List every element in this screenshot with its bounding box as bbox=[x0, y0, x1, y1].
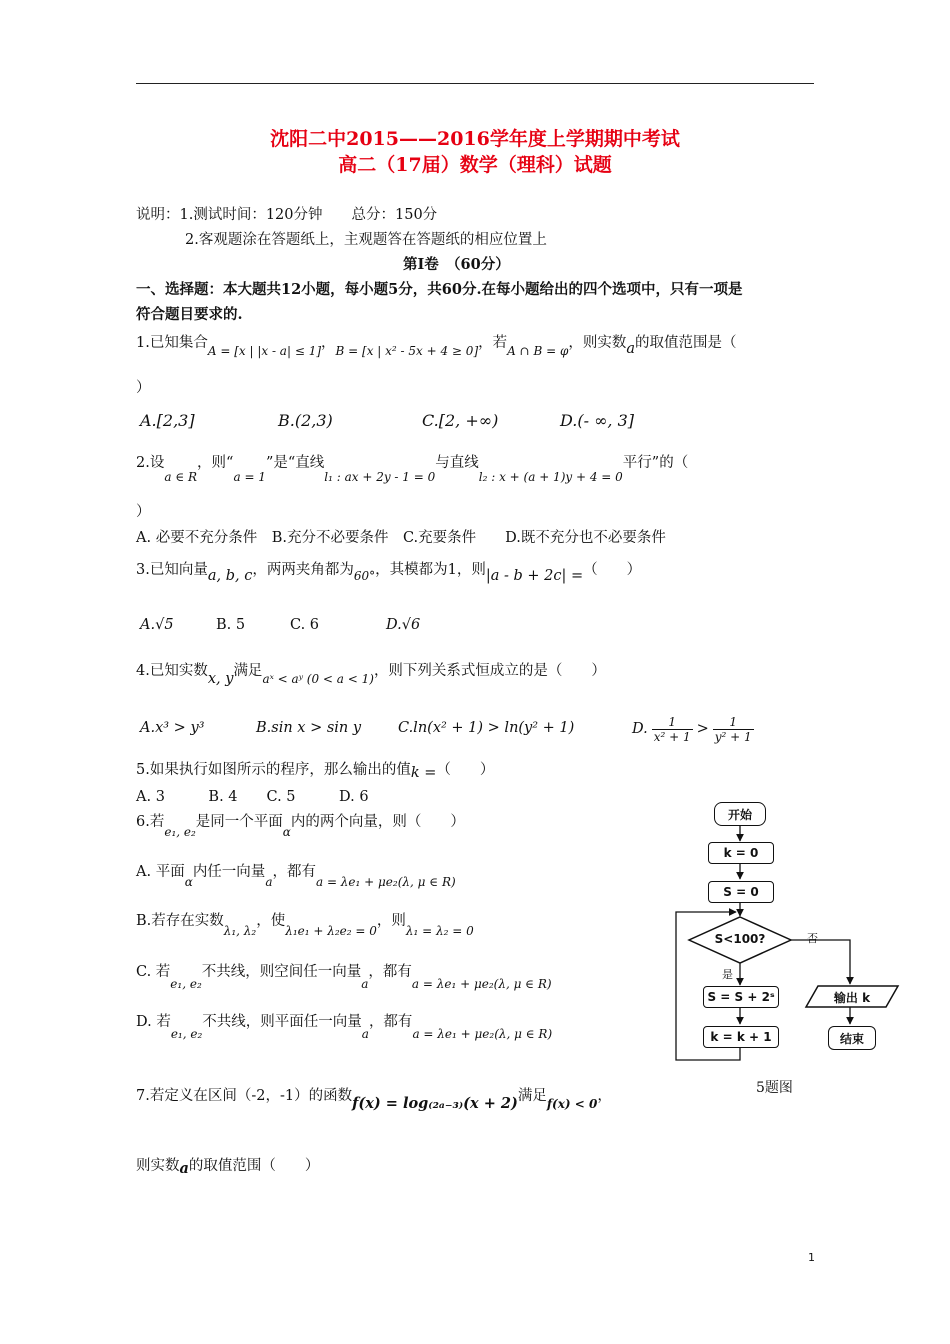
q6-option-d-expr: a = λe₁ + μe₂(λ, μ ∈ R) bbox=[412, 1027, 553, 1041]
q5-stem: 5.如果执行如图所示的程序，那么输出的值k =（ ） bbox=[136, 762, 495, 781]
q1-var: a bbox=[626, 341, 636, 357]
q1-option-d: D.(- ∞, 3] bbox=[560, 411, 634, 430]
q4-condition: aˣ < aʸ (0 < a < 1) bbox=[262, 672, 374, 686]
q2-condition: a ∈ R bbox=[164, 470, 198, 484]
exam-title-line1: 沈阳二中2015——2016学年度上学期期中考试 bbox=[270, 128, 680, 150]
q1-paren: ） bbox=[136, 380, 151, 396]
q3-option-c: C. 6 bbox=[290, 617, 320, 633]
q3-option-d: D.√6 bbox=[386, 617, 421, 633]
section-heading-line2: 符合题目要求的. bbox=[136, 306, 243, 323]
q5-expr: k = bbox=[410, 765, 437, 781]
flowchart-output: 输出 k bbox=[833, 991, 871, 1005]
q1-condition: A ∩ B = φ bbox=[507, 344, 569, 358]
notes-line2: 2.客观题涂在答题纸上，主观题答在答题纸的相应位置上 bbox=[185, 232, 547, 248]
q6-vectors: e₁, e₂ bbox=[164, 825, 196, 839]
q2-line1: l₁ : ax + 2y - 1 = 0 bbox=[324, 470, 436, 484]
q2-paren: ） bbox=[136, 504, 151, 520]
section-heading-line1: 一、选择题：本大题共12小题，每小题5分，共60分.在每小题给出的四个选项中，只有一项是 bbox=[136, 281, 743, 298]
flowchart-init-s: S = 0 bbox=[708, 881, 774, 903]
flowchart-caption: 5题图 bbox=[756, 1080, 793, 1096]
exam-title-line2: 高二（17届）数学（理科）试题 bbox=[338, 154, 612, 176]
q3-expr: |a - b + 2c| = bbox=[485, 568, 584, 584]
flowchart-end: 结束 bbox=[828, 1026, 876, 1050]
q4-option-b: B.sin x > sin y bbox=[256, 720, 362, 736]
page-number: 1 bbox=[808, 1251, 815, 1264]
q6-option-a-expr: a = λe₁ + μe₂(λ, μ ∈ R) bbox=[315, 875, 456, 889]
q1-set-b: B = [x | x² - 5x + 4 ≥ 0] bbox=[335, 344, 479, 358]
q6-option-b: B.若存在实数$_{\lambda_1, \lambda_2}$，使$_{\lambda_1e_1 + \lambda_2e_2 = 0}$，则$_{\lambda_1 = \lambda_2 = 0}$ bbox=[136, 913, 474, 938]
q6-option-c-expr: a = λe₁ + μe₂(λ, μ ∈ R) bbox=[411, 977, 552, 991]
q2-eq: a = 1 bbox=[233, 470, 266, 484]
flowchart bbox=[670, 795, 910, 1070]
q1-set-a: A = [x | |x - a| ≤ 1] bbox=[207, 344, 322, 358]
q6-option-d: D. 若$_{e_1, e_2}$不共线，则平面任一向量$_a$，都有$_{a = \lambda e_1 + \mu e_2(\lambda, \mu \in R)}$ bbox=[136, 1014, 553, 1041]
q1-stem: 1.已知集合$_{A = [x | |x - a| \le 1]}$，$_{B = [x | x^2 - 5x + 4 \ge 0]}$，若$_{A \cap B = \varphi}$，则实数a的取值范围是（ bbox=[136, 335, 737, 358]
q6-option-c: C. 若$_{e_1, e_2}$不共线，则空间任一向量$_a$，都有$_{a = \lambda e_1 + \mu e_2(\lambda, \mu \in R)}$ bbox=[136, 964, 552, 991]
flowchart-yes-label: 是 bbox=[722, 968, 733, 981]
q4-option-d-frac1: 1 x² + 1 bbox=[653, 714, 691, 744]
q6-plane: α bbox=[282, 825, 291, 839]
q2-stem: 2.设$_{a \in R}$，则“$_{a = 1}$”是“直线$_{l_1 : ax + 2y - 1 = 0}$与直线$_{l_2 : x + (a + 1)y + 4 = 0}$平行”的（ bbox=[136, 455, 689, 484]
flowchart-update-k: k = k + 1 bbox=[703, 1026, 779, 1048]
q2-line2: l₂ : x + (a + 1)y + 4 = 0 bbox=[478, 470, 623, 484]
q1-option-a: A.[2,3] bbox=[140, 411, 195, 430]
notes-line1: 说明：1.测试时间：120分钟 总分：150分 bbox=[136, 207, 438, 223]
flowchart-condition: S<100? bbox=[714, 932, 766, 946]
flowchart-init-k: k = 0 bbox=[708, 842, 774, 864]
q4-option-c: C.ln(x² + 1) > ln(y² + 1) bbox=[398, 720, 575, 736]
q4-vars: x, y bbox=[207, 671, 234, 687]
q3-angle: 60° bbox=[353, 569, 376, 583]
q7-condition: f(x) < 0 bbox=[546, 1097, 598, 1111]
q4-option-d: D. 1 x² + 1 > 1 y² + 1 bbox=[632, 714, 752, 744]
q5-options: A. 3 B. 4 C. 5 D. 6 bbox=[136, 789, 369, 805]
q6-option-b-expr1: λ₁e₁ + λ₂e₂ = 0 bbox=[285, 924, 377, 938]
q7-function: f(x) = log₍₂ₐ₋₃₎(x + 2) bbox=[352, 1095, 518, 1112]
q3-option-a: A.√5 bbox=[140, 617, 174, 633]
q4-option-a: A.x³ > y³ bbox=[140, 720, 205, 736]
q3-stem: 3.已知向量a, b, c，两两夹角都为$_{60^\circ}$，其模都为1，则|a - b + 2c| =（ ） bbox=[136, 562, 642, 584]
q7-stem: 7.若定义在区间（-2，-1）的函数f(x) = log₍₂ₐ₋₃₎(x + 2)满足$_{f(x) < 0}$， bbox=[136, 1088, 612, 1112]
q6-option-a: A. 平面$_\alpha$内任一向量$_a$，都有$_{a = \lambda e_1 + \mu e_2(\lambda, \mu \in R)}$ bbox=[136, 864, 456, 889]
q4-option-d-frac2: 1 y² + 1 bbox=[714, 714, 752, 744]
q2-options: A. 必要不充分条件 B.充分不必要条件 C.充要条件 D.既不充分也不必要条件 bbox=[136, 530, 666, 546]
flowchart-start: 开始 bbox=[714, 802, 766, 826]
q3-vectors: a, b, c bbox=[207, 568, 253, 584]
volume-heading: 第Ⅰ卷 （60分） bbox=[403, 256, 510, 273]
q3-option-b: B. 5 bbox=[216, 617, 246, 633]
flowchart-no-label: 否 bbox=[807, 932, 818, 945]
flowchart-update-s: S = S + 2ˢ bbox=[703, 986, 779, 1008]
q6-option-b-expr2: λ₁ = λ₂ = 0 bbox=[405, 924, 474, 938]
q6-stem: 6.若$_{e_1, e_2}$是同一个平面$_\alpha$内的两个向量，则（ ） bbox=[136, 814, 465, 839]
q4-stem: 4.已知实数x, y满足$_{aˣ < aʸ (0 < a < 1)}$，则下列关系式恒成立的是（ ） bbox=[136, 663, 606, 687]
q1-option-c: C.[2, +∞) bbox=[422, 411, 499, 430]
q1-option-b: B.(2,3) bbox=[278, 411, 333, 430]
q7-line2: 则实数a的取值范围（ ） bbox=[136, 1158, 320, 1177]
q7-var: a bbox=[179, 1160, 189, 1177]
top-rule bbox=[136, 83, 814, 84]
